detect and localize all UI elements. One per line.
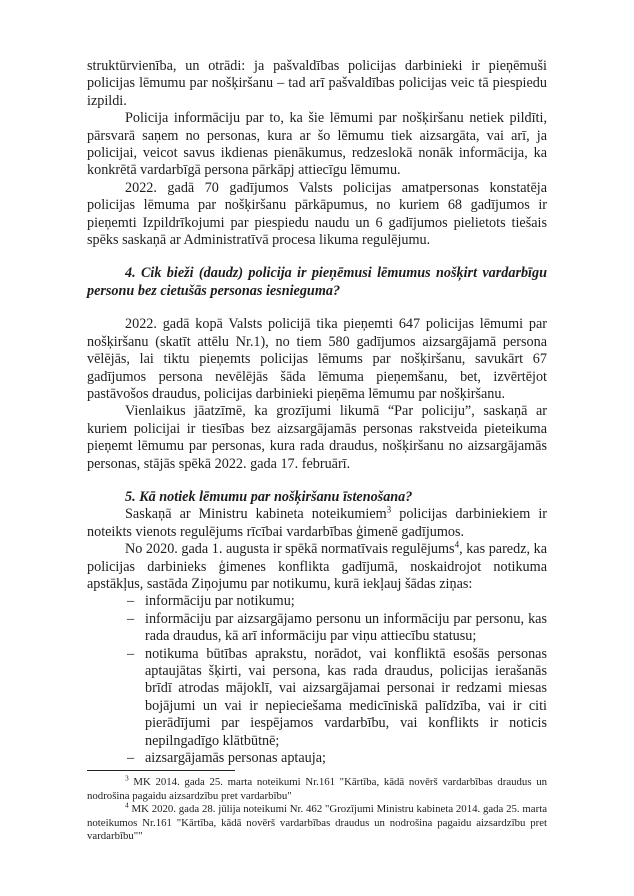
section-heading-5: 5. Kā notiek lēmumu par nošķiršanu īstenošana? [125, 488, 413, 505]
paragraph-2020-regulation-text: No 2020. gada 1. augusta ir spēkā normatīvais regulējums [125, 541, 455, 558]
document-body [87, 58, 547, 767]
paragraph-continuation: struktūrvienība, un otrādi: ja pašvaldības policijas darbinieki ir pieņēmuši policijas lēmumu par nošķiršanu – tad arī pašvaldības policijas veic tā piespiedu izpildi. [87, 58, 547, 109]
paragraph-2020-regulation [87, 541, 547, 593]
list-item [127, 750, 547, 767]
report-content-list [87, 593, 547, 767]
blank-line [87, 473, 547, 489]
section-heading-4: 4. Cik bieži (daudz) policija ir pieņēmusi lēmumus nošķirt vardarbīgu personu bez cietušās personas iesnieguma? [87, 265, 547, 299]
blank-line [87, 300, 547, 316]
paragraph-mk-rules-text-after: policijas darbiniekiem ir noteikts vienots regulējums rīcībai vardarbības ģimenē gadījumos. [87, 506, 547, 540]
footnote-3-text: MK 2014. gada 25. marta noteikumi Nr.161 "Kārtība, kādā novērš vardarbības draudus un nodrošina pagaidu aizsardzību pret vardarbību" [87, 776, 547, 802]
footnote-reference-4: 4 [454, 539, 460, 550]
dash-marker: – [127, 750, 135, 767]
dash-marker: – [127, 645, 135, 662]
list-item-text: informāciju par aizsargājamo personu un informāciju par personu, kas rada draudus, kā arī informāciju par viņu attiecību statusu; [145, 610, 547, 645]
footnote-separator [87, 770, 235, 771]
list-item [127, 611, 547, 646]
paragraph-amendments: Vienlaikus jāatzīmē, ka grozījumi likumā “Par policiju”, saskaņā ar kuriem policijai ir tiesības bez aizsargājamās personas rakstveida pieteikuma pieņemt lēmumu par personas, kura rada draudus, nošķiršanu no aizsargājamās personas, stājās spēkā 2022. gada 17. februārī. [87, 403, 547, 472]
footnote-4 [87, 800, 547, 844]
paragraph-2022-violations: 2022. gadā 70 gadījumos Valsts policijas amatpersonas konstatēja policijas lēmuma par nošķiršanu pārkāpumus, no kuriem 68 gadījumos ir pieņemti Izpildrīkojumi par piespiedu naudu un 6 gadījumos pielietots tiešais spēks saskaņā ar Administratīvā procesa likuma regulējumu. [87, 179, 547, 249]
paragraph-2020-regulation-text-after: , kas paredz, ka policijas darbinieks ģimenes konflikta gadījumā, noskaidrojot notikuma apstākļus, sastāda Ziņojumu par notikumu, kurā iekļauj šādas ziņas: [87, 541, 548, 592]
list-item-text: aizsargājamās personas aptauja; [145, 750, 326, 767]
footnote-reference-3: 3 [386, 504, 392, 515]
footnotes-section [87, 770, 547, 844]
list-item-text: notikuma būtības aprakstu, norādot, vai konfliktā esošās personas aptaujātas šķirti, vai persona, kas rada draudus, policijas ierašanās brīdī atrodas mājoklī, vai aizsargājamai personai ir redzami miesas bojājumi un vai ir nepieciešama medicīniskā palīdzība, vai ir citi pierādījumi par iespējamos vardarbību, vai konflikts ir noticis nepilngadīgo klātbūtnē; [145, 645, 547, 749]
footnote-4-number: 4 [125, 800, 129, 810]
paragraph-2022-decisions: 2022. gadā kopā Valsts policijā tika pieņemti 647 policijas lēmumi par nošķiršanu (skatīt attēlu Nr.1), no tiem 580 gadījumos aizsargājamā persona vēlējās, lai tiktu pieņemts policijas lēmums par nošķiršanu, savukārt 67 gadījumos persona nevēlējās šāda lēmuma pieņemšanu, bet, izvērtējot pastāvošos draudus, policijas darbinieki pieņēma lēmumu par nošķiršanu. [87, 316, 547, 402]
footnote-3 [87, 773, 547, 803]
paragraph-mk-rules [87, 506, 547, 541]
blank-line [87, 249, 547, 265]
paragraph-nonfulfilment-info: Policija informāciju par to, ka šie lēmumi par nošķiršanu netiek pildīti, pārsvarā saņem no personas, kura ar šo lēmumu tiek aizsargāta, vai arī, ja policijai, veicot savus ikdienas pienākumus, redzeslokā nonāk informācija, ka konkrētā vardarbīgā persona pārkāpj attiecīgu lēmumu. [87, 110, 547, 179]
dash-marker: – [127, 610, 135, 627]
list-item [127, 593, 547, 610]
list-item [127, 646, 547, 750]
dash-marker: – [127, 593, 135, 610]
footnote-3-number: 3 [125, 773, 129, 783]
footnote-4-text: MK 2020. gada 28. jūlija noteikumi Nr. 462 "Grozījumi Ministru kabineta 2014. gada 25. marta noteikumos Nr.161 "Kārtība, kādā novērš vardarbības draudus un nodrošina pagaidu aizsardzību pret vardarbību"" [87, 803, 547, 843]
paragraph-mk-rules-text: Saskaņā ar Ministru kabineta noteikumiem [125, 506, 387, 523]
list-item-text: informāciju par notikumu; [145, 593, 295, 610]
